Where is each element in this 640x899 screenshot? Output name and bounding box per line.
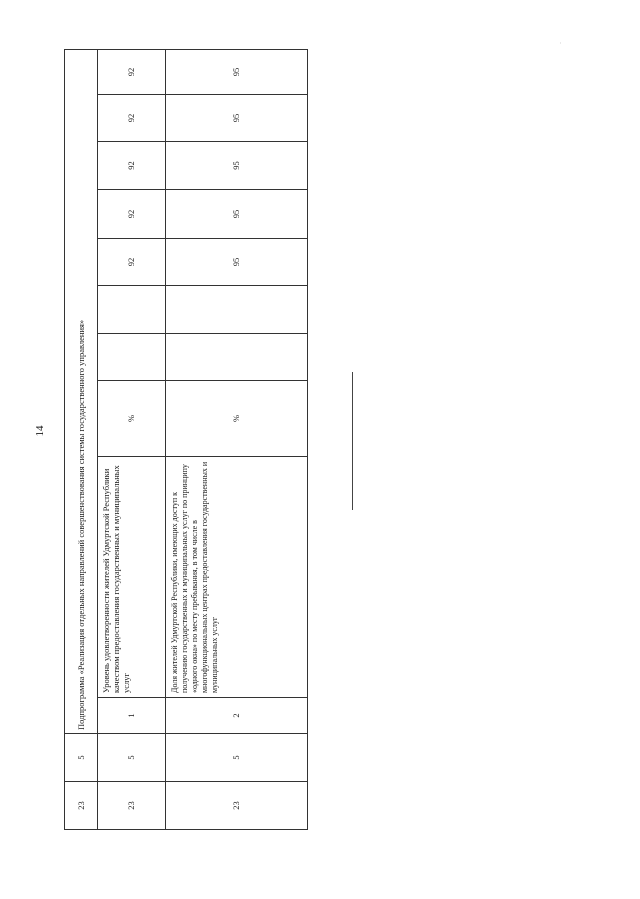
cell-value: 92 bbox=[98, 49, 166, 94]
cell-value: 95 bbox=[166, 49, 308, 94]
cell-value bbox=[166, 286, 308, 334]
cell-unit: % bbox=[166, 381, 308, 457]
cell-value: 95 bbox=[166, 239, 308, 286]
cell-gp-code: 23 bbox=[65, 782, 98, 830]
indicators-table bbox=[64, 49, 308, 830]
cell-value: 95 bbox=[166, 95, 308, 142]
cell-gp-code: 23 bbox=[166, 782, 308, 830]
cell-pp-code: 5 bbox=[98, 734, 166, 782]
cell-value: 92 bbox=[98, 95, 166, 142]
cell-indicator-name: Уровень удовлетворенности жителей Удмуртской Республики качеством предоставления государственных и муниципальных услуг bbox=[98, 457, 166, 698]
cell-value bbox=[166, 334, 308, 381]
cell-gp-code: 23 bbox=[98, 782, 166, 830]
cell-value: 95 bbox=[166, 190, 308, 239]
cell-unit: % bbox=[98, 381, 166, 457]
table-row bbox=[98, 49, 166, 829]
cell-value: 95 bbox=[166, 142, 308, 190]
cell-value: 92 bbox=[98, 239, 166, 286]
cell-pp-code: 5 bbox=[65, 734, 98, 782]
cell-value: 92 bbox=[98, 190, 166, 239]
subprogram-title: Подпрограмма «Реализация отдельных направлений совершенствования системы государственного управления» bbox=[65, 49, 98, 733]
rotated-table-container bbox=[64, 50, 301, 830]
table-row bbox=[166, 49, 308, 829]
cell-indicator-name: Доля жителей Удмуртской Республики, имеющих доступ к получению государственных и муниципальных услуг по принципу «одного окна» по месту пребывания, в том числе в многофункциональных центрах предоставления государственных и муниципальных услуг bbox=[166, 457, 308, 698]
closing-rule bbox=[352, 372, 353, 510]
cell-value: 92 bbox=[98, 142, 166, 190]
subprogram-row bbox=[65, 49, 98, 829]
scan-mark: ' bbox=[560, 43, 561, 48]
cell-indicator-number: 2 bbox=[166, 698, 308, 734]
cell-value bbox=[98, 334, 166, 381]
cell-pp-code: 5 bbox=[166, 734, 308, 782]
cell-indicator-number: 1 bbox=[98, 698, 166, 734]
cell-value bbox=[98, 286, 166, 334]
